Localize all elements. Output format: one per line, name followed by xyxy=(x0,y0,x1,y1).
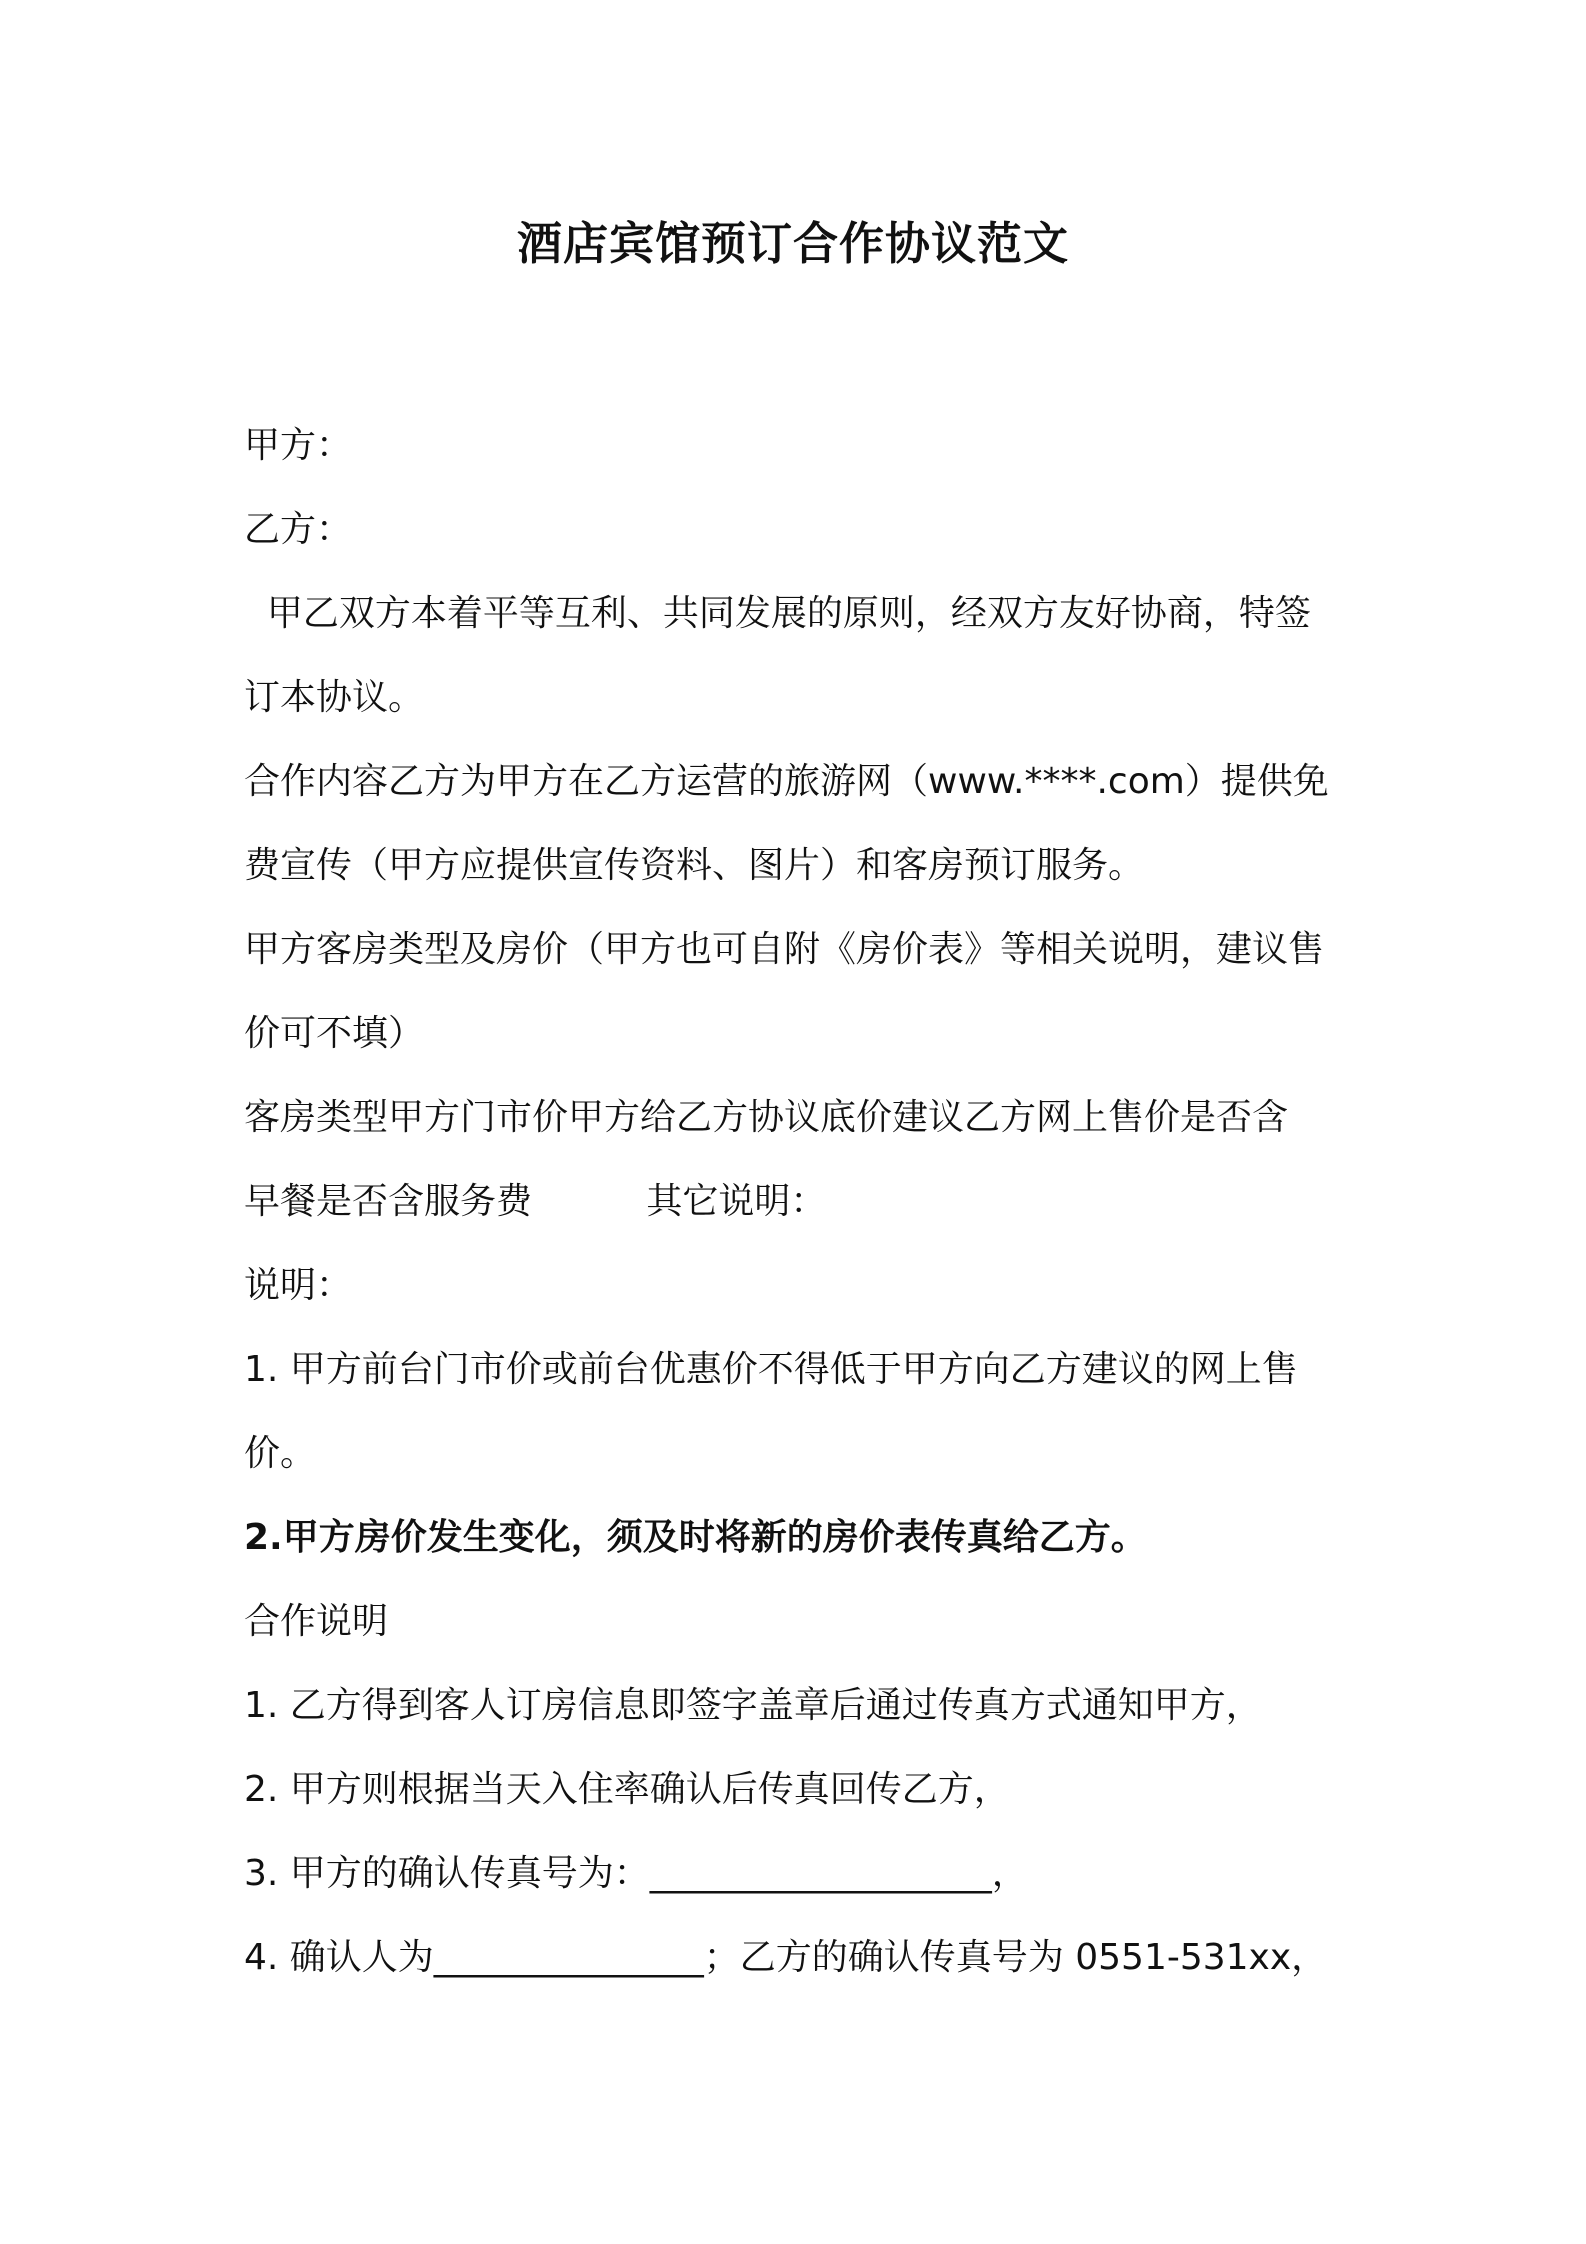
cooperation-content-line-2: 费宣传（甲方应提供宣传资料、图片）和客房预订服务。 xyxy=(244,845,1145,886)
note-1-line-1: 1. 甲方前台门市价或前台优惠价不得低于甲方向乙方建议的网上售 xyxy=(244,1349,1298,1390)
notes-heading: 说明： xyxy=(244,1265,353,1306)
cooperation-content-line-1: 合作内容乙方为甲方在乙方运营的旅游网（www.****.com）提供免 xyxy=(244,761,1329,802)
cooperation-item-1: 1. 乙方得到客人订房信息即签字盖章后通过传真方式通知甲方， xyxy=(244,1685,1262,1726)
document-body xyxy=(244,404,1354,2000)
document-title: 酒店宾馆预订合作协议范文 xyxy=(516,217,1069,270)
room-table-header-line-1: 客房类型甲方门市价甲方给乙方协议底价建议乙方网上售价是否含 xyxy=(244,1097,1289,1138)
note-1-line-2: 价。 xyxy=(244,1433,317,1474)
cooperation-item-3: 3. 甲方的确认传真号为：___________________， xyxy=(244,1853,1028,1894)
party-a-line: 甲方： xyxy=(244,425,353,466)
room-type-line-1: 甲方客房类型及房价（甲方也可自附《房价表》等相关说明，建议售 xyxy=(244,929,1325,970)
party-b-line: 乙方： xyxy=(244,509,353,550)
preamble-line-2: 订本协议。 xyxy=(244,677,425,718)
cooperation-notes-heading: 合作说明 xyxy=(244,1601,389,1642)
preamble-line-1: 甲乙双方本着平等互利、共同发展的原则，经双方友好协商，特签 xyxy=(244,593,1311,634)
cooperation-item-4: 4. 确认人为_______________；乙方的确认传真号为 0551-531xx， xyxy=(244,1937,1328,1978)
room-type-line-2: 价可不填） xyxy=(244,1013,425,1054)
cooperation-item-2: 2. 甲方则根据当天入住率确认后传真回传乙方， xyxy=(244,1769,1010,1810)
room-table-header-line-2: 早餐是否含服务费 其它说明： xyxy=(244,1181,827,1222)
note-2: 2.甲方房价发生变化，须及时将新的房价表传真给乙方。 xyxy=(244,1517,1147,1558)
